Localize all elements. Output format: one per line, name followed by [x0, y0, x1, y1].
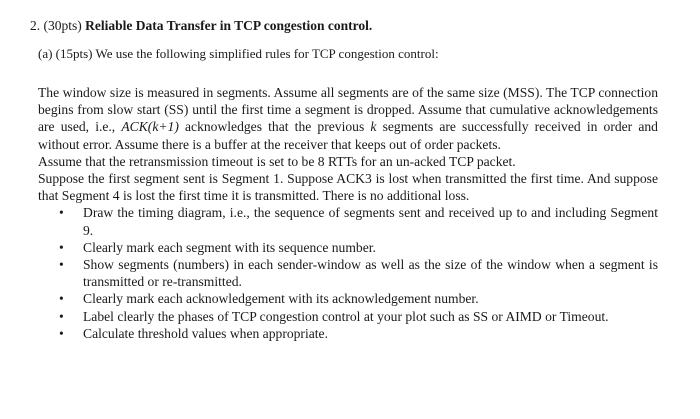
list-item-text: Label clearly the phases of TCP congestion control at your plot such as SS or AIMD or Timeout. — [83, 308, 609, 324]
bullet-icon: • — [59, 239, 64, 255]
list-item-text: Calculate threshold values when appropriate. — [83, 325, 328, 341]
bullet-icon: • — [59, 308, 64, 324]
list-item — [38, 290, 658, 307]
list-item — [38, 325, 658, 342]
timeout-line: Assume that the retransmission timeout is set to be 8 RTTs for an un-acked TCP packet. — [38, 153, 516, 169]
question-number: 2. — [30, 18, 41, 33]
task-list — [38, 204, 658, 342]
part-a-label: (a) (15pts) We use the following simplified rules for TCP congestion control: — [38, 46, 439, 61]
question-points: (30pts) — [43, 18, 82, 33]
list-item — [38, 204, 658, 238]
ack-term: ACK(k+1) — [121, 119, 179, 135]
bullet-icon: • — [59, 291, 64, 307]
paragraph-text-1: The window size is measured in segments. Assume all segments are of the same size (MSS). The TCP connection begins from slow start (SS) until the first time a segment is dropped. Assume that cumulative acknowledgements are used, i.e., — [38, 85, 658, 135]
list-item — [38, 256, 658, 290]
bullet-icon: • — [59, 257, 64, 273]
bullet-icon: • — [59, 205, 64, 221]
list-item-text: Show segments (numbers) in each sender-window as well as the size of the window when a segment is transmitted or re-transmitted. — [83, 257, 658, 290]
paragraph-text-3: segments are successfully received in order and without error. Assume there is a buffer at the receiver that keeps out of order packets. — [38, 119, 658, 152]
question-heading — [30, 18, 372, 34]
list-item-text: Draw the timing diagram, i.e., the sequence of segments sent and received up to and including Segment 9. — [83, 205, 658, 238]
list-item-text: Clearly mark each acknowledgement with its acknowledgement number. — [83, 291, 479, 307]
k-term: k — [370, 119, 377, 135]
question-body — [38, 84, 658, 342]
list-item — [38, 239, 658, 256]
question-title: Reliable Data Transfer in TCP congestion control. — [85, 18, 373, 33]
list-item-text: Clearly mark each segment with its sequence number. — [83, 239, 376, 255]
paragraph-assumptions — [38, 84, 658, 153]
paragraph-text-2: acknowledges that the previous — [178, 119, 371, 135]
bullet-icon: • — [59, 325, 64, 341]
suppose-line: Suppose the first segment sent is Segment 1. Suppose ACK3 is lost when transmitted the first time. And suppose that Segment 4 is lost the first time it is transmitted. There is no additional loss. — [38, 171, 658, 204]
list-item — [38, 308, 658, 325]
